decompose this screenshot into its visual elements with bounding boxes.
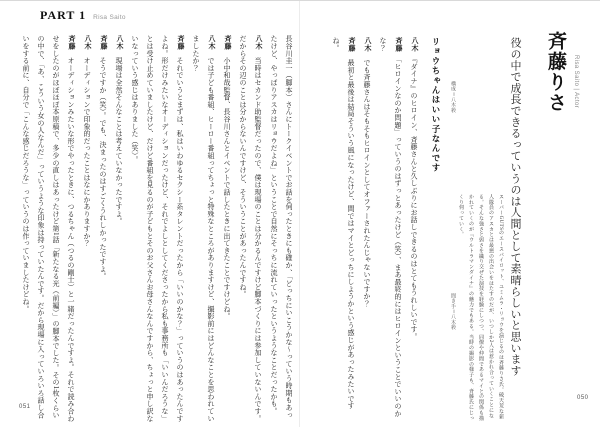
interview-text-left — [18, 35, 296, 423]
dialogue-paragraph: 八木 でも斉藤さんはそもそもヒロインとしてオファーされたんじゃないですか？ — [363, 37, 371, 308]
dialogue-paragraph: 斉藤 小中和哉監督、長谷川さんとイベントで話したときに出てきたことですけどね。 — [223, 35, 231, 320]
speaker-name: 八木 — [255, 35, 262, 50]
dialogue-paragraph: 斉藤 最初と最後は結局そういう風になったけど、間ではマイとどっちにしようかという感じがあったみたいですね。 — [332, 37, 355, 410]
page-number-left: 051 — [19, 404, 31, 410]
dialogue-paragraph: 斉藤 そうですか（笑）。でも、決まったのはすごくうれしかったですよ。 — [99, 35, 107, 280]
interview-text-right — [328, 37, 445, 423]
part-header — [40, 8, 126, 23]
dialogue-paragraph: 斉藤 オーディションみたいな形でやったときに、つるちゃん（つるの剛士）と一緒だったんですよ。それで読み合わせをしたのがほぼほぼ本原稿で、多少の直しはあったけど第1話「新たなる光（前編）」の脚本でした。その1枚くらいの中で、「あ、こういう女の人なんだ」っていうような印象は持っていたんです。だから現場に入っていろいろ話し合いをする前に、自分で「こんな感じだろうな」っていうのは作っていましたけどね。 — [22, 35, 75, 422]
dialogue-paragraph: 斉藤 「ヒロインなのか問題」っていうのはずっとあったけど（笑）、まあ最終的にはヒロインということでいいのかな？ — [379, 37, 402, 417]
speaker-name: 八木 — [208, 35, 215, 50]
dialogue-paragraph: 八木 『ダイナ』のヒロイン、斉藤さんと久しぶりにお話しできるのはとてもうれしいです。 — [410, 37, 418, 341]
speaker-name: 八木 — [116, 35, 123, 50]
speaker-name: 斉藤 — [224, 35, 231, 50]
speaker-name: 斉藤 — [68, 35, 75, 50]
dialogue-paragraph: 八木 オーディションで印象的だったことはなにかありますか？ — [83, 35, 91, 247]
speaker-name: 斉藤 — [177, 35, 184, 50]
interviewee-name: 斉藤りさ — [545, 31, 566, 113]
speaker-name: 八木 — [84, 35, 91, 50]
dialogue-paragraph: 八木 現場は全然そんなことは考えていなかったですよ。 — [115, 35, 123, 225]
dialogue-paragraph: 八木 では子ども番組、ヒーロー番組ってちょっと特殊なところがありますけど、撮影前にはどんなことを思われていましたか？ — [192, 35, 215, 422]
speaker-name: 斉藤 — [395, 37, 402, 52]
interview-headline: 役の中で成長できるっていうのは人間として素晴らしいと思います — [509, 37, 521, 376]
speaker-name: 八木 — [364, 37, 371, 52]
speaker-name: 斉藤 — [348, 37, 355, 52]
dialogue-paragraph: 八木 当時はセカンド助監督だったので、僕は現場のことは分かるんですけど脚本づくりには参加していないんです。だからその辺のことは分からないんですけど、そういうことがあったんですね。 — [239, 35, 262, 422]
lead-paragraph: スーパーGUTSのエースパイロット、ユミムラ・リョウを演じるのは斉藤りさ氏。破天荒な新人隊員のアスカとは最悪の出会いをはたすのだが、いつしか2人は惹かれ合っていくことになる。そんな強さと弱さを織り交ぜた演技を経験にしつつ、同僚や仲間であるマイとの関係も描かれていくのが『ウルトラマンダイナ』の魅力でもある。当時の撮影の様子も、斉藤氏にじっくり伺っていく。 — [458, 194, 503, 421]
side-label: Risa Saito | Actor — [573, 55, 579, 109]
dialogue-paragraph: 斉藤 それでいうとまずは、私はいわゆるセクシー系タレントだったから「いいのかな？」っていうのはあったんですよね。形だけみたいなオーディションだったけど、それでよしとしてくださったから私も事務所も「いいんだろうな」とは受け止めていましたけど、だけど番組を見るのが子どもとそのお父さんお母さんなんですから、ちょっと申し訳ないなっていう感じはありました（笑）。 — [131, 35, 184, 422]
credit-composition: 構成＝八木毅 — [450, 81, 455, 113]
speaker-name: 八木 — [411, 37, 418, 52]
part-person-label: Risa Saito — [93, 14, 126, 21]
page-number-right: 050 — [577, 395, 589, 401]
part-label: PART 1 — [40, 8, 87, 22]
page-gutter-divider — [299, 1, 300, 427]
credit-interviewer: 聞き手＝八木毅 — [450, 293, 455, 331]
section-subhead: リョウちゃんはいい子なんです — [431, 37, 441, 173]
dialogue-paragraph: 長谷川圭一（脚本）さんにトークイベントでお話を伺ったときにも確か、「どっちにいこうかな〜っていう時期もあったけど、やっぱりアスカはリョウだよね」ということで自然にそっちに流れていったというようなことだったかも。 — [270, 35, 293, 419]
speaker-name: 斉藤 — [100, 35, 107, 50]
